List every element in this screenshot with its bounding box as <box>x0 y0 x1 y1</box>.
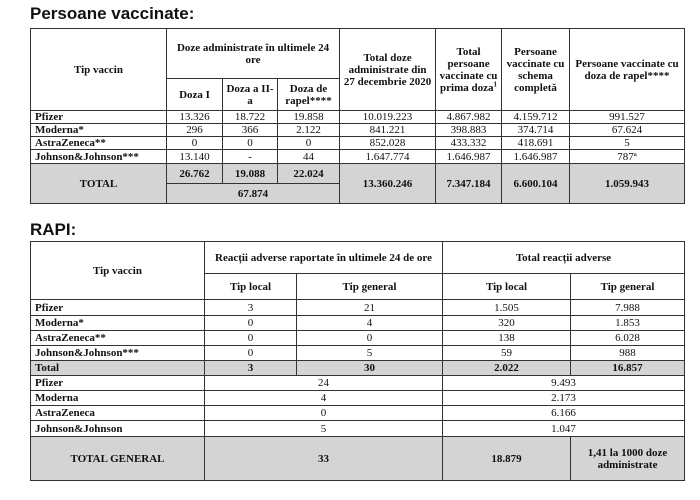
header-local-24h: Tip local <box>205 274 297 300</box>
total-row: Total 3 30 2.022 16.857 <box>31 361 685 376</box>
header-general-24h: Tip general <box>297 274 443 300</box>
header-booster-dose: Doza de rapel**** <box>278 79 340 111</box>
table-row: Pfizer 13.326 18.722 19.858 10.019.223 4.867.982 4.159.712 991.527 <box>31 111 685 124</box>
table-row: Pfizer 24 9.493 <box>31 376 685 391</box>
header-total-doses: Total doze administrate din 27 decembrie 2020 <box>340 29 436 111</box>
header-vaccine-type: Tip vaccin <box>31 242 205 300</box>
table-row: AstraZeneca** 0 0 138 6.028 <box>31 331 685 346</box>
rapi-table <box>30 241 685 481</box>
vaccinated-table <box>30 28 685 204</box>
table-row: Johnson&Johnson 5 1.047 <box>31 421 685 437</box>
vaccinated-section-title: Persoane vaccinate: <box>30 4 195 23</box>
total-row: TOTAL 26.762 19.088 22.024 13.360.246 7.347.184 6.600.104 1.059.943 <box>31 164 685 184</box>
total-sum-row: 67.874 <box>31 184 685 204</box>
header-dose-2: Doza a II-a <box>223 79 278 111</box>
table-row: Moderna* 0 4 320 1.853 <box>31 316 685 331</box>
header-total-reactions: Total reacții adverse <box>443 242 685 274</box>
table-row: Moderna 4 2.173 <box>31 391 685 406</box>
table-row: AstraZeneca 0 6.166 <box>31 406 685 421</box>
header-general-total: Tip general <box>571 274 685 300</box>
table-row: Johnson&Johnson*** 0 5 59 988 <box>31 346 685 361</box>
header-first-dose: Total persoane vaccinate cu prima doza$^1$ <box>436 29 502 111</box>
header-local-total: Tip local <box>443 274 571 300</box>
header-reactions-24h: Reacții adverse raportate în ultimele 24 de ore <box>205 242 443 274</box>
rapi-section-title: RAPI: <box>30 220 77 239</box>
table-row: Moderna* 296 366 2.122 841.221 398.883 374.714 67.624 <box>31 124 685 137</box>
header-complete-schema: Persoane vaccinate cu schema completă <box>502 29 570 111</box>
table-row: Pfizer 3 21 1.505 7.988 <box>31 300 685 316</box>
table-row: Johnson&Johnson*** 13.140 - 44 1.647.774 1.646.987 1.646.987 787ª <box>31 150 685 164</box>
header-dose-1: Doza I <box>167 79 223 111</box>
header-vaccine-type: Tip vaccin <box>31 29 167 111</box>
header-booster-persons: Persoane vaccinate cu doza de rapel**** <box>570 29 685 111</box>
table-row: AstraZeneca** 0 0 0 852.028 433.332 418.691 5 <box>31 137 685 150</box>
grand-total-row: TOTAL GENERAL 33 18.879 1,41 la 1000 doze administrate <box>31 437 685 481</box>
header-doses-24h: Doze administrate în ultimele 24 ore <box>167 29 340 79</box>
